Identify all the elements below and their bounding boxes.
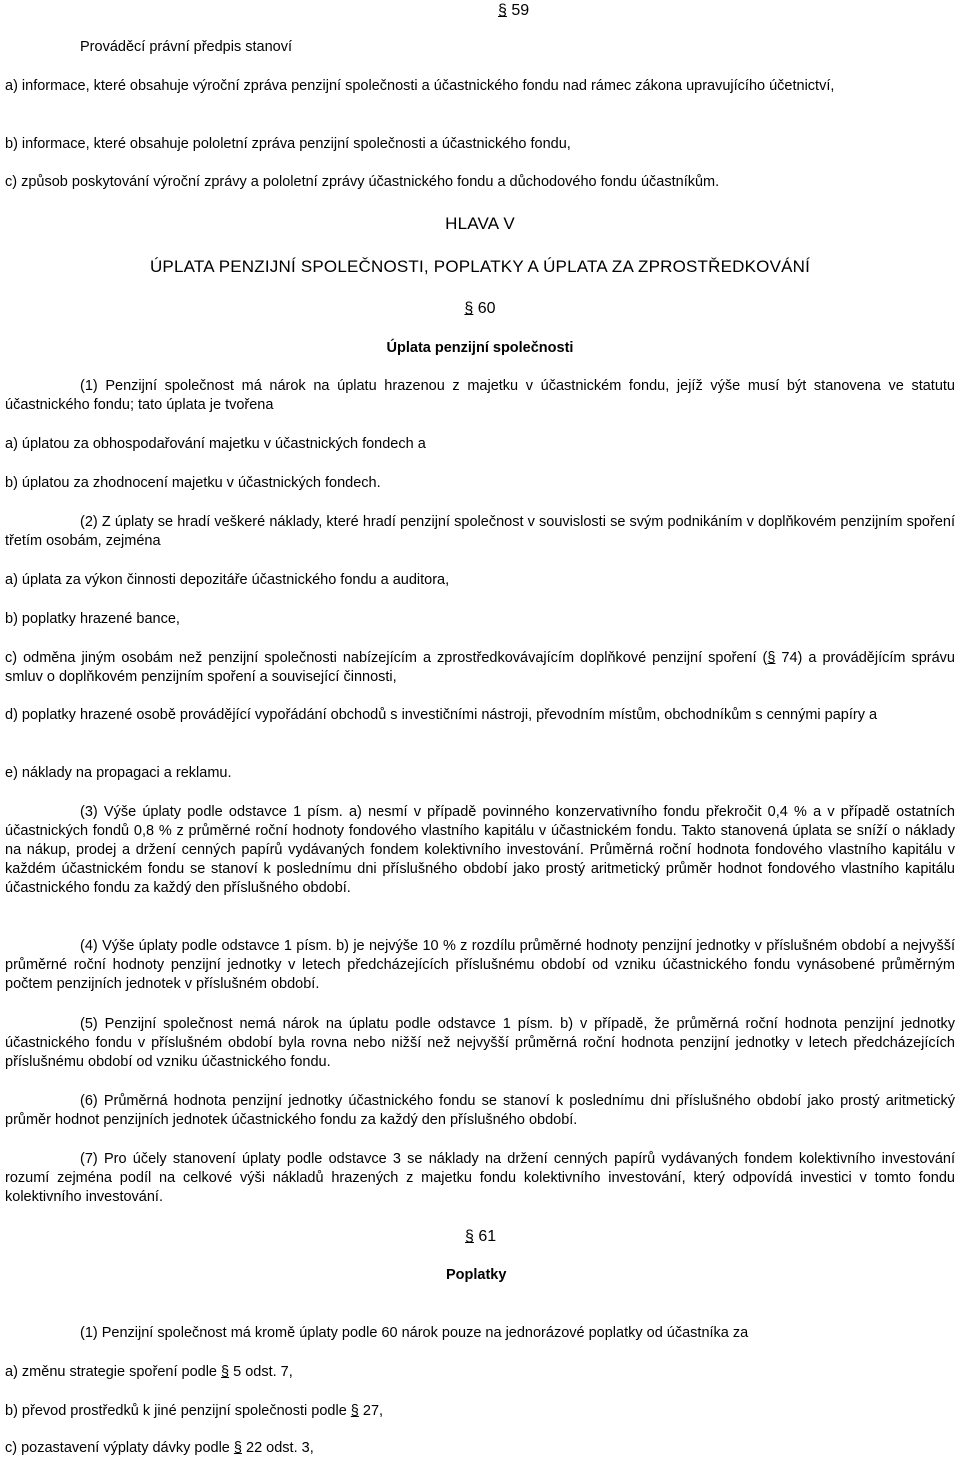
s61-item-a: a) změnu strategie spoření podle § 5 odst. 7,	[5, 1364, 293, 1380]
s61-item-c: c) pozastavení výplaty dávky podle § 22 odst. 3,	[5, 1440, 314, 1456]
s60-p2-item-b: b) poplatky hrazené bance,	[5, 611, 180, 627]
section-59-number: § 59	[498, 2, 530, 19]
section-61-number: § 61	[465, 1228, 497, 1245]
section-sign: §	[221, 1364, 230, 1380]
s61-item-b: b) převod prostředků k jiné penzijní společnosti podle § 27,	[5, 1403, 384, 1419]
s60-paragraph-5: (5) Penzijní společnost nemá nárok na úplatu podle odstavce 1 písm. b) v případě, že průměrná roční hodnota penzijní jednotky účastnického fondu v příslušném období byla rovna nebo nižší než nejvyšší průměrná roční hodnota penzijní jednotky v letech předcházejících příslušnému období od vzniku účastnického fondu.	[5, 1016, 955, 1070]
intro-text: Prováděcí právní předpis stanoví	[80, 39, 292, 55]
s60-p2-item-e: e) náklady na propagaci a reklamu.	[5, 765, 232, 781]
s60-p2-item-c: c) odměna jiným osobám než penzijní společnosti nabízejícím a zprostředkovávajícím doplňkové penzijní spoření (§ 74) a provádějícím správu smluv o doplňkovém penzijním spoření a související činnosti,	[5, 650, 955, 685]
section-sign: §	[498, 2, 507, 19]
chapter-label: HLAVA V	[445, 214, 515, 233]
s60-p1-item-a: a) úplatou za obhospodařování majetku v účastnických fondech a	[5, 436, 426, 452]
section-sign: §	[233, 1440, 242, 1456]
s61-paragraph-1: (1) Penzijní společnost má kromě úplaty podle 60 nárok pouze na jednorázové poplatky od účastníka za	[80, 1325, 749, 1341]
s59-item-b: b) informace, které obsahuje pololetní zpráva penzijní společnosti a účastnického fondu,	[5, 136, 571, 152]
section-60-number: § 60	[464, 300, 496, 317]
section-sign: §	[350, 1403, 359, 1419]
s59-item-c: c) způsob poskytování výroční zprávy a pololetní zprávy účastnického fondu a důchodového fondu účastníkům.	[5, 174, 720, 190]
s59-item-a: a) informace, které obsahuje výroční zpráva penzijní společnosti a účastnického fondu nad rámec zákona upravujícího účetnictví,	[5, 78, 835, 94]
s60-p2-item-a: a) úplata za výkon činnosti depozitáře účastnického fondu a auditora,	[5, 572, 450, 588]
s60-paragraph-2: (2) Z úplaty se hradí veškeré náklady, které hradí penzijní společnost v souvislosti se svým podnikáním v doplňkovém penzijním spoření třetím osobám, zejména	[5, 514, 955, 549]
s60-paragraph-4: (4) Výše úplaty podle odstavce 1 písm. b) je nejvýše 10 % z rozdílu průměrné hodnoty penzijní jednotky v příslušném období a nejvyšší průměrné roční hodnoty penzijní jednotky v letech předcházejících příslušnému období od vzniku účastnického fondu vynásobené průměrným počtem penzijních jednotek v příslušném období.	[5, 938, 955, 992]
s60-paragraph-3: (3) Výše úplaty podle odstavce 1 písm. a) nesmí v případě povinného konzervativního fondu překročit 0,4 % a v případě ostatních účastnických fondů 0,8 % z průměrné roční hodnoty fondového vlastního kapitálu v účastnickém fondu. Takto stanovená úplata se sníží o náklady na nákup, prodej a držení cenných papírů vydávaných fondem kolektivního investování. Průměrná roční hodnota fondového vlastního kapitálu v každém účastnickém fondu se stanoví k poslednímu dni příslušného období jako prostý aritmetický průměr hodnot fondového vlastního kapitálu účastnického fondu za každý den příslušného období.	[5, 804, 955, 896]
section-sign: §	[464, 300, 474, 317]
s60-paragraph-7: (7) Pro účely stanovení úplaty podle odstavce 3 se náklady na držení cenných papírů vydávaných fondem kolektivního investování rozumí zejména podíl na celkové výši nákladů hrazených z majetku fondu kolektivního investování, který odpovídá investici v tomto fondu kolektivního investování.	[5, 1151, 955, 1205]
s60-paragraph-1: (1) Penzijní společnost má nárok na úplatu hrazenou z majetku v účastnickém fondu, jejíž výše musí být stanovena ve statutu účastnického fondu; tato úplata je tvořena	[5, 378, 955, 413]
section-61-heading: Poplatky	[446, 1267, 507, 1283]
s60-p2-item-d: d) poplatky hrazené osobě provádějící vypořádání obchodů s investičními nástroji, převodním místům, obchodníkům s cennými papíry a	[5, 707, 878, 723]
section-60-heading: Úplata penzijní společnosti	[386, 340, 574, 356]
s60-p1-item-b: b) úplatou za zhodnocení majetku v účastnických fondech.	[5, 475, 381, 491]
s60-paragraph-6: (6) Průměrná hodnota penzijní jednotky účastnického fondu se stanoví k poslednímu dni příslušného období jako prostý aritmetický průměr hodnot penzijních jednotek účastnického fondu za každý den příslušného období.	[5, 1093, 955, 1128]
section-sign: §	[465, 1228, 474, 1245]
section-sign: §	[767, 650, 776, 666]
chapter-title: ÚPLATA PENZIJNÍ SPOLEČNOSTI, POPLATKY A ÚPLATA ZA ZPROSTŘEDKOVÁNÍ	[149, 257, 811, 276]
